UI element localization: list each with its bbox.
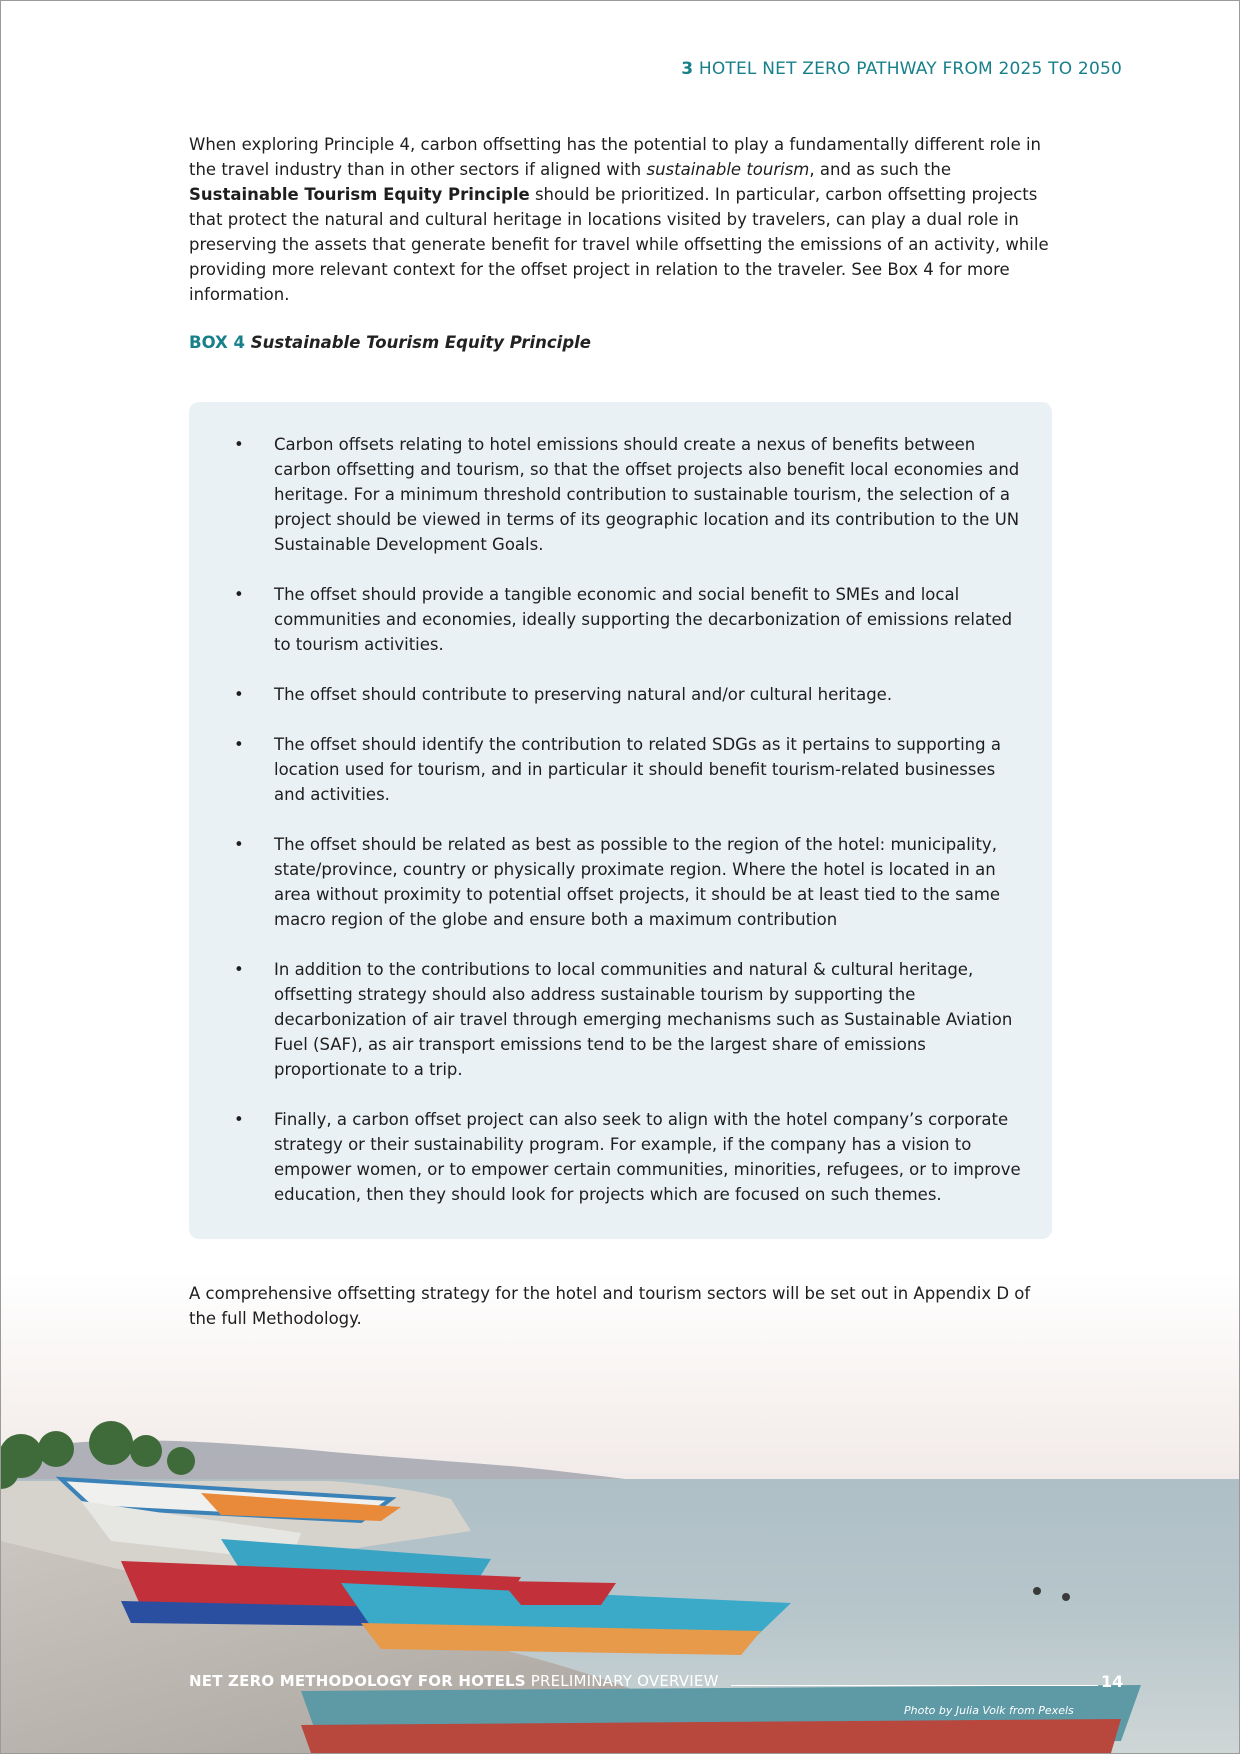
list-item-text: The offset should contribute to preserving natural and/or cultural heritage. [274,685,893,704]
list-item [189,957,1052,1082]
box-heading [189,333,591,352]
intro-text-3: should be prioritized. In particular, carbon offsetting projects that protect the natural and cultural heritage in locations visited by travelers, can play a dual role in preserving the assets that generate benefit for travel while offsetting the emissions of an activity, while providing more relevant context for the offset project in relation to the traveler. See Box 4 for more information. [189,185,1049,304]
list-item [189,832,1052,932]
box-panel [189,402,1052,1239]
section-title: HOTEL NET ZERO PATHWAY FROM 2025 TO 2050 [698,59,1122,79]
bullet-icon: • [234,835,244,854]
photo-credit: Photo by Julia Volk from Pexels [904,1704,1074,1717]
footer-divider [731,1685,1098,1686]
footer-title-regular: PRELIMINARY OVERVIEW [525,1672,719,1690]
bullet-icon: • [234,1110,244,1129]
list-item-text: The offset should identify the contribution to related SDGs as it pertains to supporting a location used for tourism, and in particular it should benefit tourism-related businesses and activities. [274,735,1001,804]
bullet-icon: • [234,585,244,604]
bullet-icon: • [234,735,244,754]
intro-paragraph [189,132,1049,307]
list-item [189,1107,1052,1207]
footer-title [189,1672,719,1690]
closing-paragraph: A comprehensive offsetting strategy for the hotel and tourism sectors will be set out in Appendix D of the full Methodology. [189,1284,1031,1328]
list-item-text: In addition to the contributions to local communities and natural & cultural heritage, offsetting strategy should also address sustainable tourism by supporting the decarbonization of air travel through emerging mechanisms such as Sustainable Aviation Fuel (SAF), as air transport emissions tend to be the largest share of emissions proportionate to a trip. [274,960,1013,1079]
list-item-text: The offset should provide a tangible economic and social benefit to SMEs and local communities and economies, ideally supporting the decarbonization of emissions related to tourism activities. [274,585,1013,654]
list-item-text: Carbon offsets relating to hotel emissions should create a nexus of benefits between carbon offsetting and tourism, so that the offset projects also benefit local economies and heritage. For a minimum threshold contribution to sustainable tourism, the selection of a project should be viewed in terms of its geographic location and its contribution to the UN Sustainable Development Goals. [274,435,1020,554]
intro-italic-term: sustainable tourism [646,160,810,179]
bullet-icon: • [234,960,244,979]
list-item [189,682,1052,707]
bullet-icon: • [234,435,244,454]
list-item [189,732,1052,807]
intro-text-1: When exploring Principle 4, carbon offsetting has the potential to play a fundamentally different role in the travel industry than in other sectors if aligned with [189,135,1042,179]
bullet-icon: • [234,685,244,704]
section-number: 3 [681,59,694,79]
list-item-text: The offset should be related as best as possible to the region of the hotel: municipality, state/province, country or physically proximate region. Where the hotel is located in an area without proximity to potential offset projects, it should be at least tied to the same macro region of the globe and ensure both a maximum contribution [274,835,1001,929]
intro-text-2: , and as such the [809,160,952,179]
intro-bold-term: Sustainable Tourism Equity Principle [189,185,530,204]
list-item-text: Finally, a carbon offset project can also seek to align with the hotel company’s corporate strategy or their sustainability program. For example, if the company has a vision to empower women, or to empower certain communities, minorities, refugees, or to improve education, then they should look for projects which are focused on such themes. [274,1110,1021,1204]
box-label: BOX 4 [189,333,245,352]
footer-title-bold: NET ZERO METHODOLOGY FOR HOTELS [189,1672,526,1690]
box-title: Sustainable Tourism Equity Principle [250,333,591,352]
list-item [189,582,1052,657]
list-item [189,432,1052,557]
principle-list [189,432,1052,1232]
page-number: 14 [1101,1672,1124,1691]
running-header [681,59,1122,79]
